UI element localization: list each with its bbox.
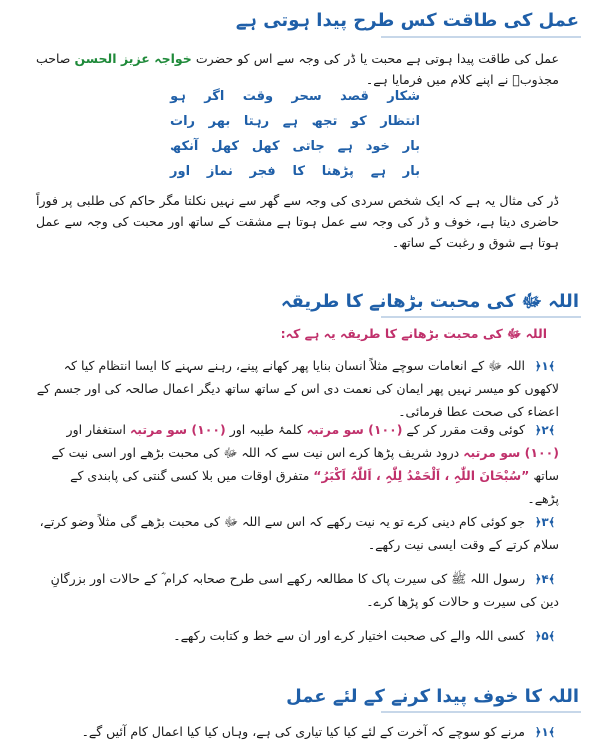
poem-word: ہے <box>337 139 353 154</box>
poem-word: ہے <box>370 164 386 179</box>
list-item <box>36 418 559 510</box>
poem-word: فجر <box>249 164 276 179</box>
item-text: جو کوئی کام دینی کرے تو یہ نیت رکھے کہ اس سے اللہ ﷻ کی محبت بڑھے گی مثلاً وضو کرتے، سلام کرتے کے وقت ایسی نیت رکھے۔ <box>39 514 559 552</box>
poem-word: قصد <box>340 89 369 104</box>
poem-word: تجھ <box>311 114 338 129</box>
item-number-badge: ﴾ ۳ ﴿ <box>534 515 556 529</box>
item-text: کوئی وقت مقرر کر کے <box>402 422 525 437</box>
poem-word: آنکھ <box>170 139 199 154</box>
poem-word: وقت <box>242 89 274 104</box>
poem-word: ہو <box>170 89 186 104</box>
heading-underline <box>381 316 581 318</box>
item-number-badge: ﴾ ۱ ﴿ <box>534 359 556 373</box>
poem-word: کھل <box>211 139 239 154</box>
arabic-tasbih: ”سُبْحَانَ اللّٰہِ ، اَلْحَمْدُ لِلّٰہِ ، اَللّٰہُ اَکْبَرُ“ <box>313 468 530 483</box>
list-item <box>36 624 559 647</box>
count-highlight: (۱۰۰) سو مرتبہ <box>129 422 226 437</box>
poem-word: کا <box>292 164 305 179</box>
poem-word: بار <box>402 164 420 179</box>
intro-text-end: صاحب مجذوبؒ نے اپنے کلام میں فرمایا ہے۔ <box>36 51 559 87</box>
poem-word: رہتا <box>243 114 270 129</box>
poem-word: انتظار <box>380 114 420 129</box>
poem-block <box>170 84 420 184</box>
list-item <box>36 354 559 423</box>
fear-example-paragraph: ڈر کی مثال یہ ہے کہ ایک شخص سردی کی وجہ سے گھر سے نہیں نکلتا مگر حاکم کی طلبی پر فوراً حاضری دیتا ہے، خوف و ڈر کی وجہ سے عمل ہوتا ہے مشقت کے ساتھ اور محبت کی وجہ سے عمل ہوتا ہے شوق و رغبت کے ساتھ۔ <box>36 193 559 250</box>
poem-word: کو <box>350 114 367 129</box>
item-text: رسول اللہ ﷺ کی سیرت پاک کا مطالعہ رکھے اسی طرح صحابہ کرام ؓ کے حالات اور بزرگانِ دین کی سیرت و حالات کو پڑھا کرے۔ <box>50 571 559 609</box>
item-number-badge: ﴾ ۴ ﴿ <box>534 572 556 586</box>
item-number-badge: ﴾ ۱ ﴿ <box>534 725 556 739</box>
item-text: استغفار اور <box>66 422 130 437</box>
poem-word: اور <box>170 164 191 179</box>
item-text: کسی اللہ والے کی صحبت اختیار کرے اور ان سے خط و کتابت رکھے۔ <box>173 628 525 643</box>
list-item <box>36 510 559 556</box>
item-text: اللہ ﷻ کے انعامات سوچے مثلاً انسان بنایا پھر کھانے پینے، رہنے سہنے کا ایسا انتظام کیا کہ لاکھوں کو میسر نہیں پھر ایمان کی نعمت دی اس کے ساتھ ساتھ دیگر اعمال صالحہ کی اور جسم کے اعضاء کی صحت عطا فرمائی۔ <box>36 358 559 419</box>
intro-text: عمل کی طاقت پیدا ہوتی ہے محبت یا ڈر کی وجہ سے اس کو حضرت <box>191 51 559 66</box>
poem-line <box>170 109 420 134</box>
section-heading-action-strength: عمل کی طاقت کس طرح پیدا ہوتی ہے <box>235 10 579 31</box>
poem-word: بار <box>402 139 420 154</box>
list-item <box>36 567 559 613</box>
poem-word: شکار <box>387 89 420 104</box>
poem-word: رات <box>170 114 196 129</box>
item-text: کلمۂ طیبہ اور <box>225 422 307 437</box>
poem-word: پڑھنا <box>321 164 354 179</box>
poem-word: نماز <box>206 164 233 179</box>
poem-word: سحر <box>291 89 322 104</box>
item-text: مرنے کو سوچے کہ آخرت کے لئے کیا کیا تیاری کی ہے، وہاں کیا کیا اعمال کام آئیں گے۔ <box>81 724 525 739</box>
list-item <box>36 720 559 743</box>
poem-word: خود <box>365 139 390 154</box>
poem-line <box>170 134 420 159</box>
poem-line <box>170 159 420 184</box>
poem-word: کھل <box>251 139 280 154</box>
section-heading-fear-of-allah: اللہ کا خوف پیدا کرنے کے لئے عمل <box>286 686 579 707</box>
count-highlight: (۱۰۰) سو مرتبہ <box>306 422 403 437</box>
item-number-badge: ﴾ ۲ ﴿ <box>534 423 556 437</box>
method-subheading: اللہ ﷻ کی محبت بڑھانے کا طریقہ یہ ہے کہ: <box>280 326 547 341</box>
item-text: درود شریف پڑھا کرے اس نیت سے کہ اللہ ﷻ کی محبت بڑھے اور اسی نیت کے ساتھ <box>51 445 559 483</box>
poem-line <box>170 84 420 109</box>
poem-word: اگر <box>204 89 225 104</box>
heading-underline <box>381 36 581 38</box>
poet-name: خواجہ عزیز الحسن <box>74 51 192 66</box>
poem-word: ہے <box>282 114 299 129</box>
poem-word: جاتی <box>292 139 325 154</box>
heading-underline <box>381 711 581 713</box>
poem-word: بھر <box>208 114 231 129</box>
item-number-badge: ﴾ ۵ ﴿ <box>534 629 556 643</box>
item-text: متفرق اوقات میں بلا کسی گنتی کی پابندی کے پڑھے۔ <box>70 468 559 506</box>
count-highlight: (۱۰۰) سو مرتبہ <box>463 445 559 460</box>
section-heading-love-of-allah: اللہ ﷻ کی محبت بڑھانے کا طریقہ <box>280 291 579 312</box>
